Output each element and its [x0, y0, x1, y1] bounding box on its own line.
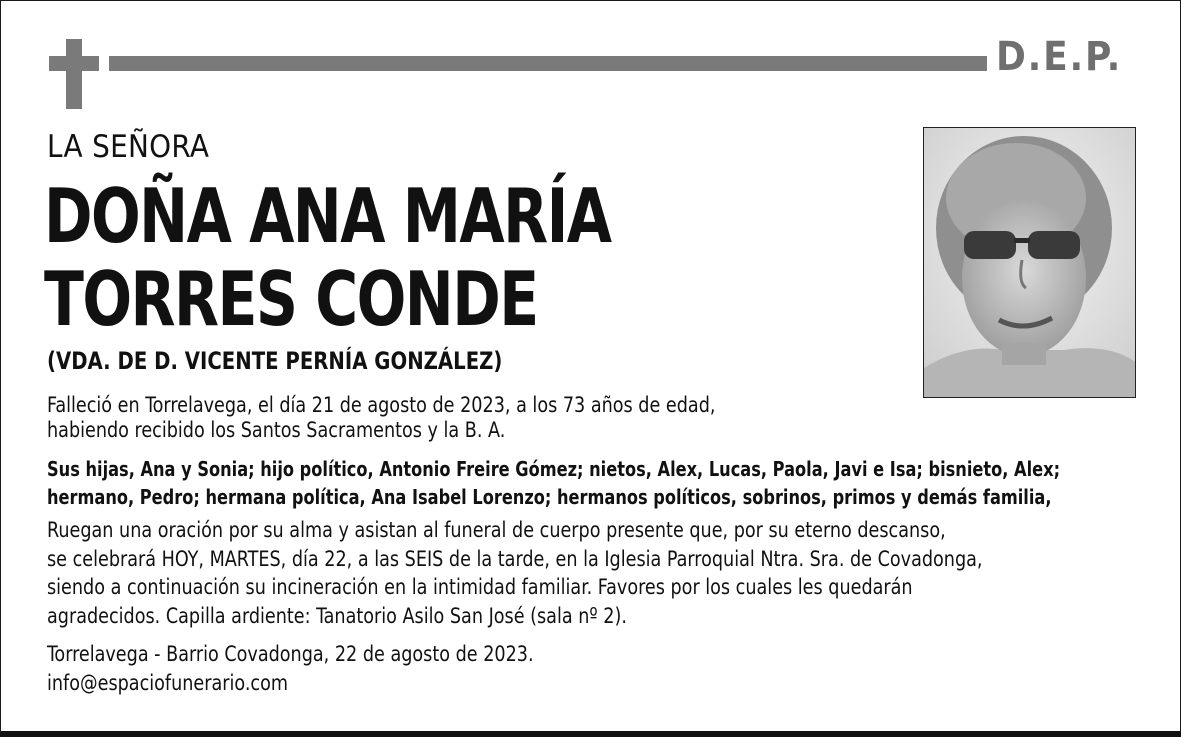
death-info	[47, 393, 715, 443]
cross-icon	[49, 39, 99, 109]
widow-of: (VDA. DE D. VICENTE PERNÍA GONZÁLEZ)	[47, 347, 503, 375]
announcement-line: se celebrará HOY, MARTES, día 22, a las SEIS de la tarde, en la Iglesia Parroquial Ntra. Sra. de Covadonga,	[47, 546, 983, 572]
portrait-photo	[923, 127, 1136, 398]
title-la-senora: LA SEÑORA	[47, 129, 210, 165]
announcement-line: agradecidos. Capilla ardiente: Tanatorio Asilo San José (sala nº 2).	[47, 603, 627, 629]
header-rule	[109, 56, 987, 71]
family-line: Sus hijas, Ana y Sonia; hijo político, Antonio Freire Gómez; nietos, Alex, Lucas, Paola, Javi e Isa; bisnieto, Alex;	[47, 457, 1061, 481]
deceased-name-line1: DOÑA ANA MARÍA	[44, 172, 611, 260]
death-info-line: habiendo recibido los Santos Sacramentos y la B. A.	[47, 418, 506, 443]
place-date: Torrelavega - Barrio Covadonga, 22 de agosto de 2023.	[47, 642, 534, 667]
death-info-line: Falleció en Torrelavega, el día 21 de agosto de 2023, a los 73 años de edad,	[47, 393, 716, 418]
footer	[47, 640, 534, 698]
email-link[interactable]: info@espaciofunerario.com	[47, 671, 289, 696]
announcement-line: Ruegan una oración por su alma y asistan al funeral de cuerpo presente que, por su eterno descanso,	[47, 518, 946, 543]
family-line: hermano, Pedro; hermana política, Ana Isabel Lorenzo; hermanos políticos, sobrinos, primos y demás familia,	[47, 485, 1052, 509]
dep-label: D.E.P.	[996, 34, 1123, 80]
deceased-name-line2: TORRES CONDE	[44, 255, 538, 343]
announcement-line: siendo a continuación su incineración en la intimidad familiar. Favores por los cuales les quedarán	[47, 575, 913, 600]
funeral-announcement	[47, 517, 983, 631]
family-list	[47, 455, 1060, 511]
